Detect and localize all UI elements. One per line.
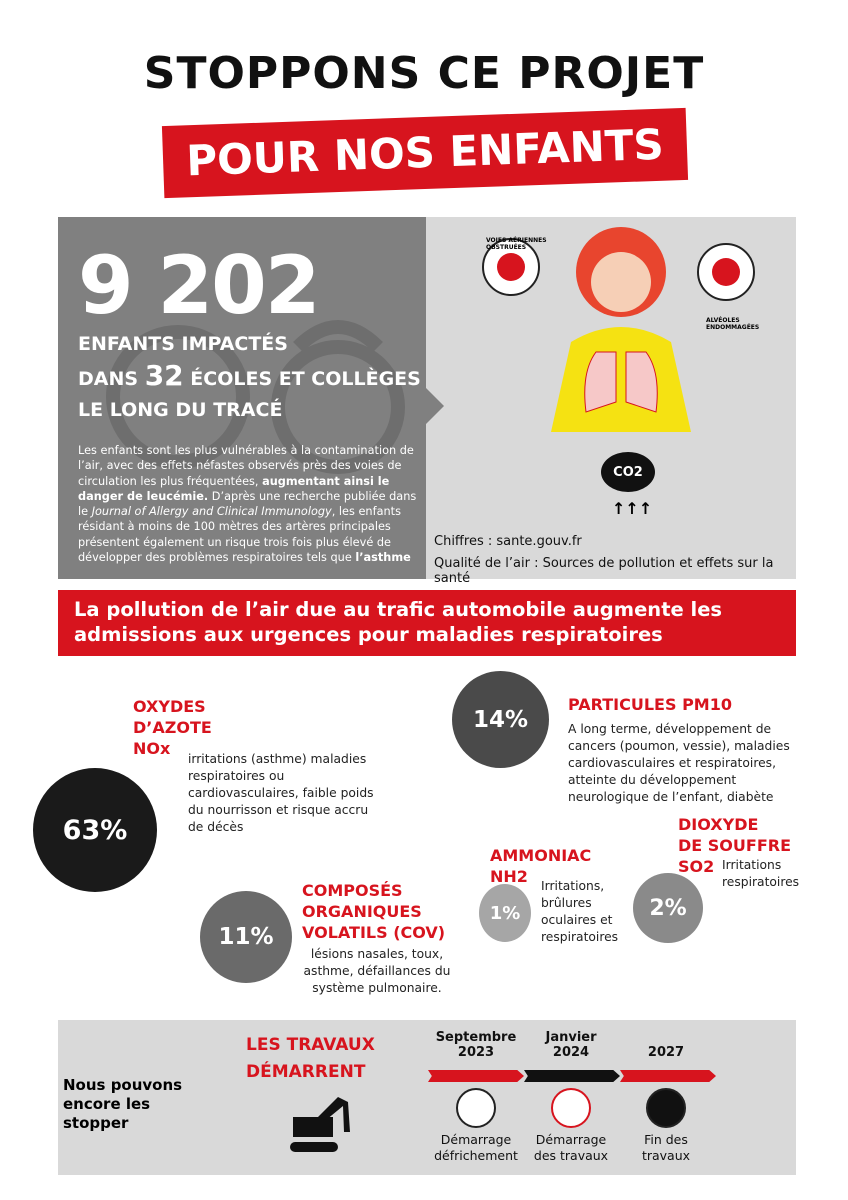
title-banner: POUR NOS ENFANTS xyxy=(162,108,688,198)
alveoli-label: ALVÉOLES ENDOMMAGÉES xyxy=(706,317,760,331)
cov-title: COMPOSÉS ORGANIQUES VOLATILS (COV) xyxy=(302,881,446,942)
timeline-step-2: Janvier 2024 Démarrage des travaux xyxy=(533,1030,609,1163)
construction-icon xyxy=(551,1088,591,1128)
so2-text: Irritations respiratoires xyxy=(722,858,800,889)
pm10-text: A long terme, développement de cancers (poumon, vessie), maladies cardiovasculaires et respiratoires, atteinte du développement neurologique de l’enfant, diabète xyxy=(568,722,790,804)
cov-percent: 11% xyxy=(200,891,292,983)
illustration-panel xyxy=(426,217,796,586)
source-air-quality: Qualité de l’air : Sources de pollution et effets sur la santé xyxy=(434,556,774,586)
cov-text: lésions nasales, toux, asthme, défaillances du système pulmonaire. xyxy=(303,947,451,995)
timeline-step-3: 2027 Fin des travaux xyxy=(641,1045,691,1163)
stats-subtitle xyxy=(78,329,421,426)
children-count: 9 202 xyxy=(78,239,319,332)
so2-title: DIOXYDE DE SOUFFRE SO2 xyxy=(678,815,792,876)
timeline-step-1: Septembre 2023 Démarrage défrichement xyxy=(434,1030,518,1163)
nox-percent: 63% xyxy=(33,768,157,892)
pollution-banner-line2: admissions aux urgences pour maladies respiratoires xyxy=(74,623,663,646)
timeline-panel xyxy=(58,1020,796,1175)
nox-text: irritations (asthme) maladies respiratoires ou cardiovasculaires, faible poids du nourrisson et risque accru de décès xyxy=(188,752,374,834)
nh2-percent: 1% xyxy=(479,884,531,942)
nh2-text: Irritations, brûlures oculaires et respiratoires xyxy=(541,879,619,944)
stats-line3: LE LONG DU TRACÉ xyxy=(78,399,283,421)
nh2-title: AMMONIAC NH2 xyxy=(490,846,592,886)
main-title: STOPPONS CE PROJET xyxy=(143,48,705,99)
source-figures: Chiffres : sante.gouv.fr xyxy=(434,534,582,549)
co2-cloud-icon: CO2 xyxy=(601,452,655,492)
excavator-icon xyxy=(288,1092,358,1157)
stats-paragraph: Les enfants sont les plus vulnérables à la contamination de l’air, avec des effets néfastes observés près des voies de circulation les plus fréquentées, augmentant ainsi le danger de leucémie. D’après une recherche publiée dans le Journal of Allergy and Clinical Immunology, les enfants résidant à moins de 100 mètres des artères principales présentent également un risque trois fois plus élevé de développer des problèmes respiratoires tels que l’asthme xyxy=(78,444,417,565)
stats-line2: DANS 32 ÉCOLES ET COLLÈGES xyxy=(78,359,421,392)
nox-title: OXYDES D’AZOTE NOx xyxy=(133,697,212,758)
clearing-icon xyxy=(456,1088,496,1128)
panel-arrow xyxy=(426,388,444,424)
so2-percent: 2% xyxy=(633,873,703,943)
pollution-banner-line1: La pollution de l’air due au trafic automobile augmente les xyxy=(74,598,723,621)
call-to-action: Nous pouvons encore les stopper xyxy=(63,1076,183,1132)
works-heading: LES TRAVAUX DÉMARRENT xyxy=(246,1035,375,1082)
stats-line1: ENFANTS IMPACTÉS xyxy=(78,333,288,355)
up-arrows-icon: ↑↑↑ xyxy=(612,499,653,518)
stats-panel xyxy=(58,217,426,579)
highway-icon xyxy=(646,1088,686,1128)
pollution-banner xyxy=(58,590,796,656)
airways-label: VOIES AÉRIENNES OBSTRUÉES xyxy=(486,237,547,251)
pm10-percent: 14% xyxy=(452,671,549,768)
pm10-title: PARTICULES PM10 xyxy=(568,695,732,714)
